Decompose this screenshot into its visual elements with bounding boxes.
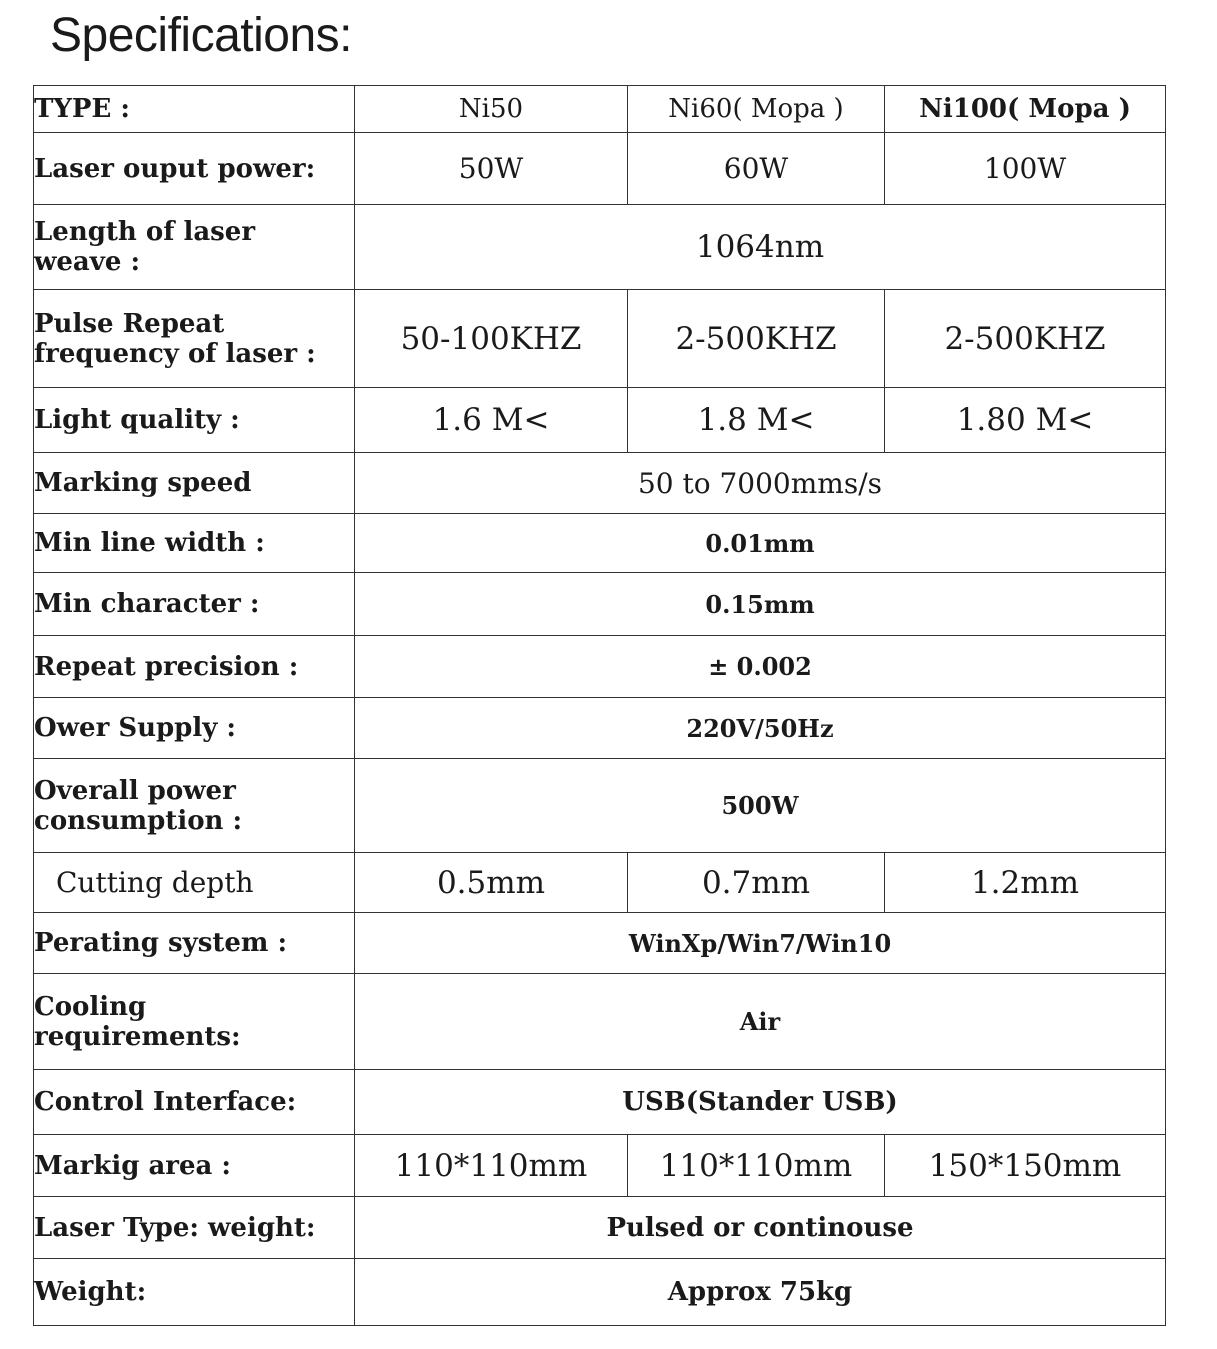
row-label: Min line width : (34, 514, 355, 573)
table-row-cutting-depth (34, 853, 1166, 913)
cell-value: ± 0.002 (355, 636, 1166, 698)
row-label-line: consumption : (34, 805, 243, 836)
row-label-line: weave : (34, 247, 141, 277)
row-label-line: Length of laser (34, 217, 256, 247)
table-row-type (34, 86, 1166, 133)
cell-value: 60W (628, 133, 885, 205)
model-ni100: Ni100( Mopa ) (885, 86, 1166, 133)
table-row-laser-output-power (34, 133, 1166, 205)
row-label-line: requirements: (34, 1021, 241, 1052)
cell-value: 50-100KHZ (355, 290, 628, 388)
cell-value: USB(Stander USB) (355, 1070, 1166, 1135)
cell-value: 110*110mm (628, 1135, 885, 1197)
row-label-line: frequency of laser : (34, 338, 316, 369)
table-row-pulse-repeat (34, 290, 1166, 388)
table-row-control-interface (34, 1070, 1166, 1135)
table-row-operating-system (34, 913, 1166, 974)
row-label-line: Pulse Repeat (34, 308, 225, 339)
cell-value: 1.80 M< (885, 388, 1166, 453)
row-label (34, 290, 355, 388)
row-label: Laser ouput power: (34, 133, 355, 205)
cell-value: 150*150mm (885, 1135, 1166, 1197)
cell-value: 220V/50Hz (355, 698, 1166, 759)
row-label: Laser Type: weight: (34, 1197, 355, 1259)
table-row-weight (34, 1259, 1166, 1326)
cell-value: 2-500KHZ (885, 290, 1166, 388)
table-row-cooling (34, 974, 1166, 1070)
cell-value: 0.15mm (355, 573, 1166, 636)
specifications-table (33, 85, 1166, 1326)
model-ni50: Ni50 (355, 86, 628, 133)
row-label: Min character : (34, 573, 355, 636)
model-ni60: Ni60( Mopa ) (628, 86, 885, 133)
table-row-light-quality (34, 388, 1166, 453)
row-label: TYPE : (34, 86, 355, 133)
cell-value: Air (355, 974, 1166, 1070)
table-row-power-supply (34, 698, 1166, 759)
cell-value: Pulsed or continouse (355, 1197, 1166, 1259)
cell-value: WinXp/Win7/Win10 (355, 913, 1166, 974)
cell-value: 1064nm (355, 205, 1166, 290)
page-title: Specifications: (50, 9, 352, 62)
cell-value: 2-500KHZ (628, 290, 885, 388)
row-label (34, 759, 355, 853)
row-label (34, 205, 355, 290)
cell-value: 1.2mm (885, 853, 1166, 913)
row-label: Weight: (34, 1259, 355, 1326)
cell-value: 1.8 M< (628, 388, 885, 453)
cell-value: 50 to 7000mms/s (355, 453, 1166, 514)
row-label: Marking speed (34, 453, 355, 514)
row-label: Control Interface: (34, 1070, 355, 1135)
table-row-marking-area (34, 1135, 1166, 1197)
table-row-laser-type (34, 1197, 1166, 1259)
cell-value: 110*110mm (355, 1135, 628, 1197)
cell-value: 0.5mm (355, 853, 628, 913)
row-label: Markig area : (34, 1135, 355, 1197)
row-label: Light quality : (34, 388, 355, 453)
cell-value: 0.01mm (355, 514, 1166, 573)
cell-value: 1.6 M< (355, 388, 628, 453)
cell-value: 500W (355, 759, 1166, 853)
cell-value: Approx 75kg (355, 1259, 1166, 1326)
row-label: Repeat precision : (34, 636, 355, 698)
cell-value: 0.7mm (628, 853, 885, 913)
table-row-marking-speed (34, 453, 1166, 514)
table-row-min-line-width (34, 514, 1166, 573)
row-label: Ower Supply : (34, 698, 355, 759)
row-label: Perating system : (34, 913, 355, 974)
table-row-min-character (34, 573, 1166, 636)
row-label-line: Overall power (34, 775, 236, 806)
row-label-line: Cooling (34, 991, 147, 1022)
cell-value: 100W (885, 133, 1166, 205)
cell-value: 50W (355, 133, 628, 205)
row-label (34, 974, 355, 1070)
table-row-overall-power (34, 759, 1166, 853)
row-label: Cutting depth (34, 853, 355, 913)
table-row-repeat-precision (34, 636, 1166, 698)
table-row-wavelength (34, 205, 1166, 290)
